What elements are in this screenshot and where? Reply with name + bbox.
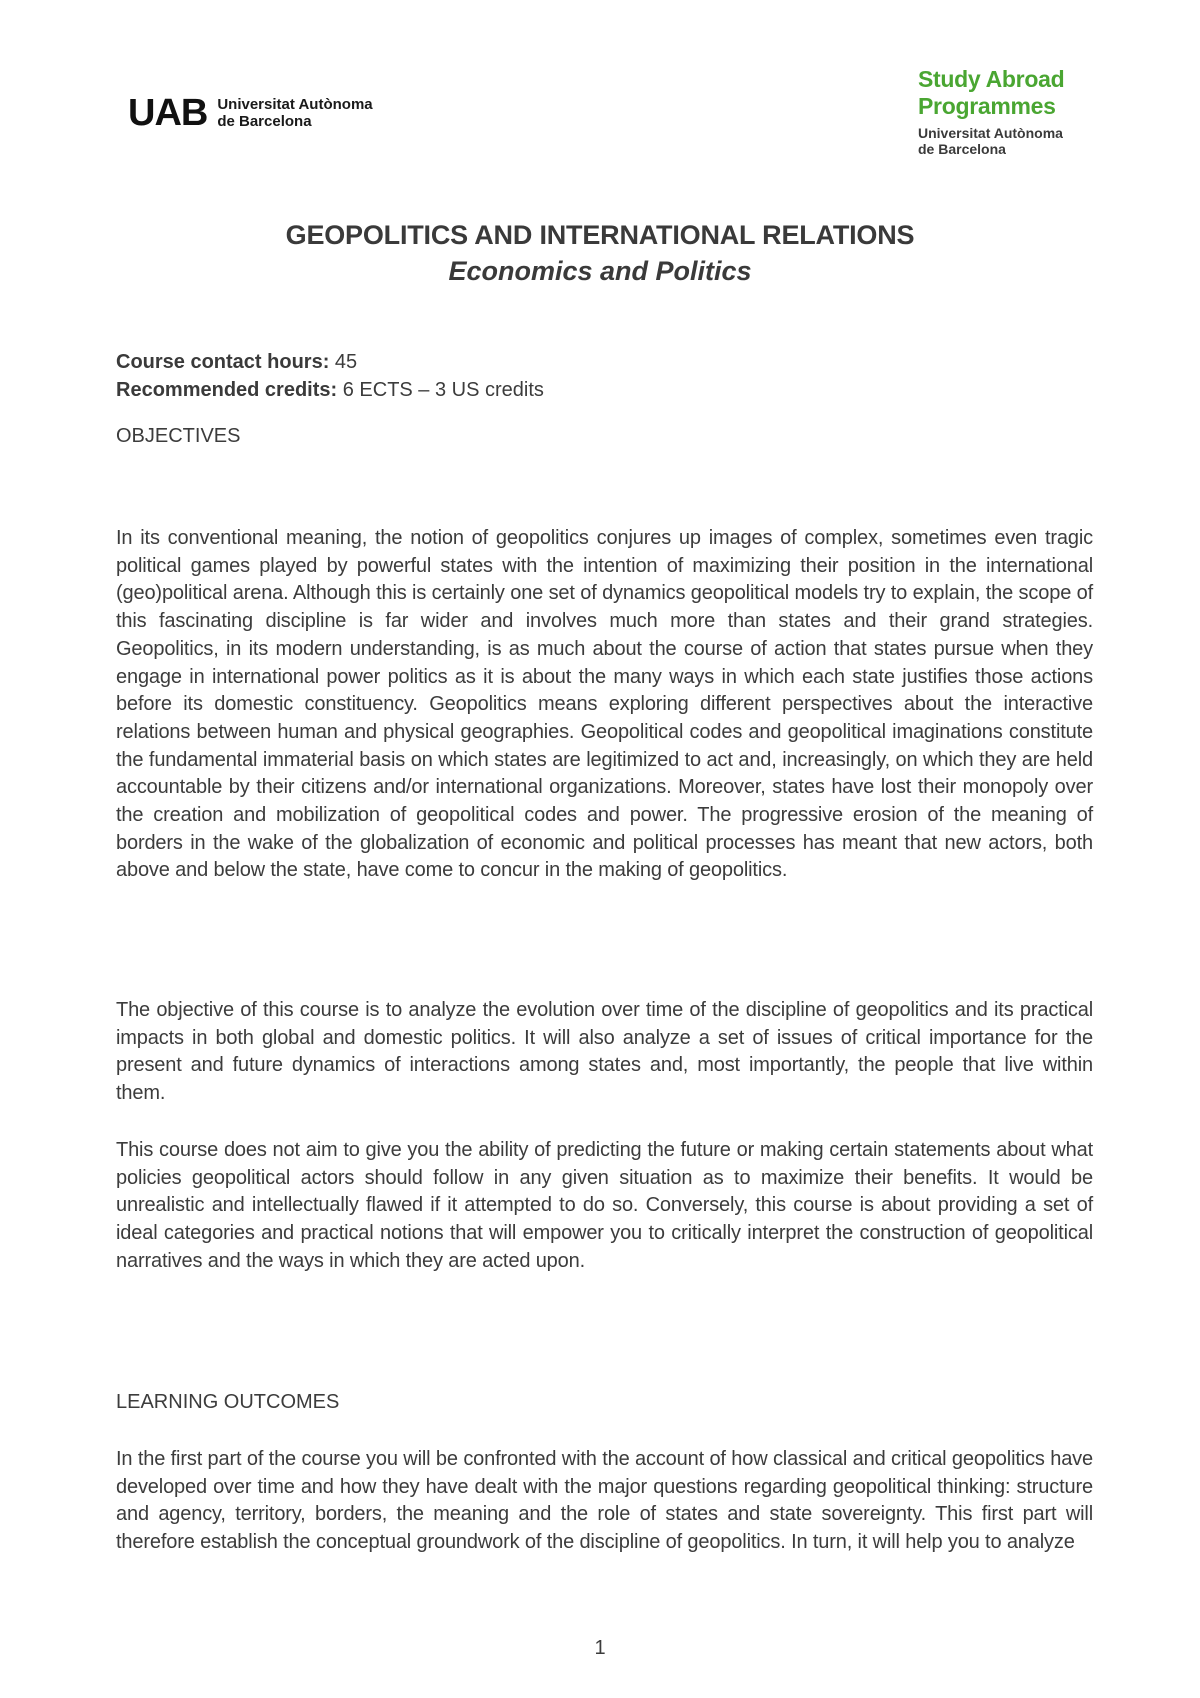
objectives-paragraph-3-block <box>116 1137 1093 1276</box>
study-abroad-logo <box>918 66 1064 157</box>
objectives-heading: OBJECTIVES <box>116 425 241 447</box>
page-subtitle: Economics and Politics <box>448 256 752 286</box>
page-title: GEOPOLITICS AND INTERNATIONAL RELATIONS <box>285 220 915 250</box>
uab-logo <box>128 93 373 133</box>
sap-uni-line1: Universitat Autònoma <box>918 125 1063 141</box>
learning-outcomes-heading-block <box>116 1388 1093 1416</box>
objectives-heading-block <box>116 422 1093 450</box>
objectives-paragraph: This course does not aim to give you the ability of predicting the future or making certain statements about what policies geopolitical actors should follow in any given situation as to maximize their benefits. It would be unrealistic and intellectually flawed if it attempted to do so. Conversely, this course is about providing a set of ideal categories and practical notions that will empower you to critically interpret the construction of geopolitical narratives and the ways in which they are acted upon. <box>116 1139 1093 1272</box>
sap-uni-line2: de Barcelona <box>918 141 1006 157</box>
credits-label: Recommended credits: <box>116 379 338 401</box>
credits-value: 6 ECTS – 3 US credits <box>342 379 544 401</box>
learning-outcomes-paragraph: In the first part of the course you will be confronted with the account of how classical and critical geopolitics have developed over time and how they have dealt with the major questions regarding geopolitical thinking: structure and agency, territory, borders, the meaning and the role of states and state sovereignty. This first part will therefore establish the conceptual groundwork of the discipline of geopolitics. In turn, it will help you to analyze <box>116 1448 1093 1554</box>
sap-line2: Programmes <box>918 93 1056 119</box>
contact-hours-label: Course contact hours: <box>116 351 330 373</box>
course-meta <box>116 348 544 404</box>
contact-hours-value: 45 <box>334 351 358 373</box>
learning-outcomes-paragraph-1-block <box>116 1446 1093 1557</box>
sap-line1: Study Abroad <box>918 66 1065 92</box>
sap-university <box>918 125 1064 157</box>
objectives-paragraph-1-block <box>116 525 1093 885</box>
objectives-paragraph-2-block <box>116 997 1093 1108</box>
contact-hours <box>116 348 544 376</box>
recommended-credits <box>116 376 544 404</box>
uab-mark: UAB <box>128 92 208 134</box>
uab-name-line1: Universitat Autònoma <box>217 96 373 113</box>
title-block <box>0 218 1200 288</box>
objectives-paragraph: The objective of this course is to analyze the evolution over time of the discipline of geopolitics and its practical impacts in both global and domestic politics. It will also analyze a set of issues of critical importance for the present and future dynamics of interactions among states and, most importantly, the people that live within them. <box>116 999 1093 1105</box>
page-number: 1 <box>594 1637 606 1659</box>
uab-name <box>217 96 372 130</box>
objectives-paragraph: In its conventional meaning, the notion of geopolitics conjures up images of complex, sometimes even tragic political games played by powerful states with the intention of maximizing their position in the international (geo)political arena. Although this is certainly one set of dynamics geopolitical models try to explain, the scope of this fascinating discipline is far wider and involves much more than states and their grand strategies. Geopolitics, in its modern understanding, is as much about the course of action that states pursue when they engage in international power politics as it is about the many ways in which each state justifies those actions before its domestic constituency. Geopolitics means exploring different perspectives about the interactive relations between human and physical geographies. Geopolitical codes and geopolitical imaginations constitute the fundamental immaterial basis on which states are legitimized to act and, increasingly, on which they are held accountable by their citizens and/or international organizations. Moreover, states have lost their monopoly over the creation and mobilization of geopolitical codes and power. The progressive erosion of the meaning of borders in the wake of the globalization of economic and political processes has meant that new actors, both above and below the state, have come to concur in the making of geopolitics. <box>116 527 1093 882</box>
learning-outcomes-heading: LEARNING OUTCOMES <box>116 1391 340 1413</box>
uab-name-line2: de Barcelona <box>217 113 312 130</box>
